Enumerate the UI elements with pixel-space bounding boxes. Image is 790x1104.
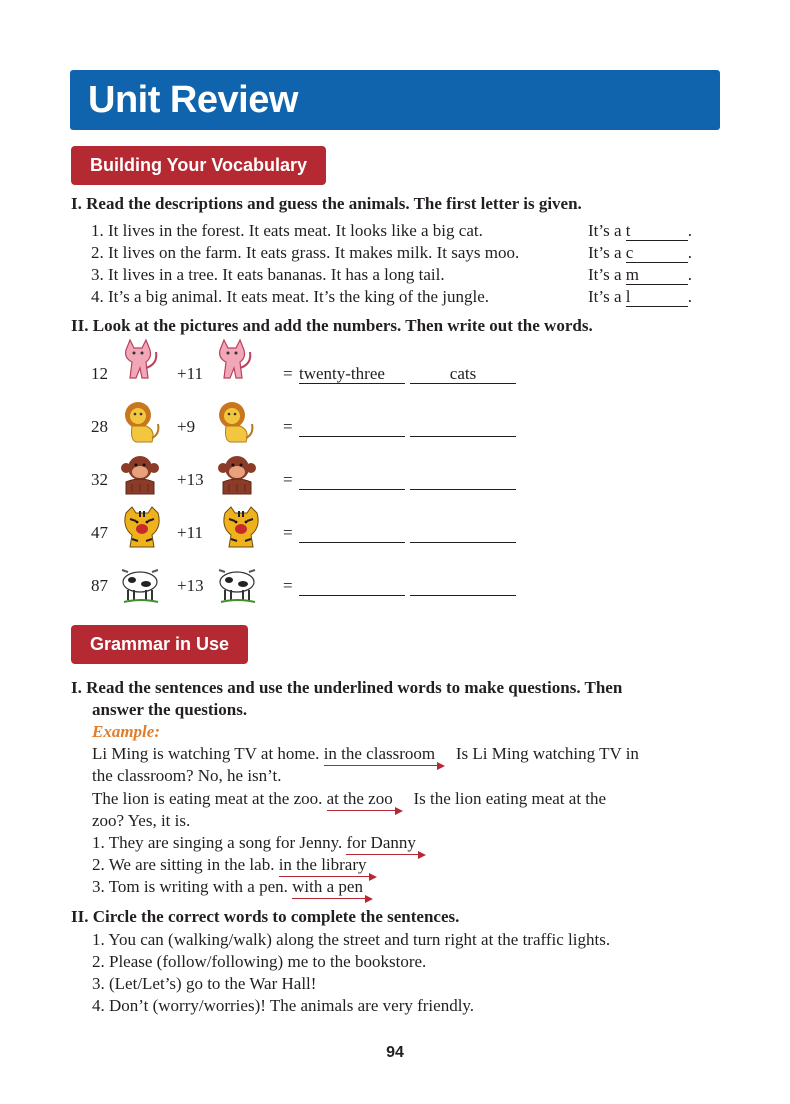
number-word-blank-4[interactable] [299, 522, 405, 543]
lion-icon [212, 400, 256, 444]
underlined-arrow: in the classroom [324, 743, 443, 765]
monkey-icon [118, 452, 162, 496]
number-word-blank-2[interactable] [299, 416, 405, 437]
example-2-line2: zoo? Yes, it is. [92, 811, 191, 830]
cat-icon [212, 338, 256, 382]
animal-word-blank-1[interactable]: cats [410, 363, 516, 384]
example-label: Example: [92, 722, 160, 741]
example-1-line2: the classroom? No, he isn’t. [92, 766, 282, 785]
cow-icon [215, 560, 259, 604]
underlined-arrow: with a pen [292, 876, 371, 898]
number-word-blank-1[interactable]: twenty-three [299, 363, 405, 384]
number-b-1: +11 [177, 364, 203, 383]
section-tab-grammar: Grammar in Use [71, 625, 248, 664]
vocab-desc-1: 1. It lives in the forest. It eats meat. It looks like a big cat. [91, 221, 483, 240]
tiger-icon [120, 505, 164, 549]
vocab-part2-heading: II. Look at the pictures and add the numbers. Then write out the words. [71, 316, 593, 335]
unit-banner [70, 70, 720, 130]
vocab-answer-4[interactable]: It’s a l . [588, 287, 693, 306]
number-b-5: +13 [177, 576, 204, 595]
grammar-part2-heading: II. Circle the correct words to complete the sentences. [71, 907, 460, 926]
question-2: 2. We are sitting in the lab. in the library [92, 854, 375, 876]
vocab-answer-2[interactable]: It’s a c . [588, 243, 693, 262]
number-word-blank-3[interactable] [299, 469, 405, 490]
vocab-answer-3[interactable]: It’s a m . [588, 265, 693, 284]
grammar-part1-heading-line1: I. Read the sentences and use the underlined words to make questions. Then [71, 678, 623, 697]
animal-word-blank-4[interactable] [410, 522, 516, 543]
vocab-desc-2: 2. It lives on the farm. It eats grass. It makes milk. It says moo. [91, 243, 520, 262]
vocab-answer-1[interactable]: It’s a t . [588, 221, 693, 240]
animal-word-blank-2[interactable] [410, 416, 516, 437]
animal-word-blank-3[interactable] [410, 469, 516, 490]
monkey-icon [215, 452, 259, 496]
page-title: Unit Review [88, 79, 298, 121]
example-2-line1: The lion is eating meat at the zoo. at the zoo Is the lion eating meat at the [92, 789, 607, 808]
number-a-1: 12 [91, 364, 108, 383]
cow-icon [118, 560, 162, 604]
question-3: 3. Tom is writing with a pen. with a pen [92, 876, 371, 898]
animal-word-blank-5[interactable] [410, 575, 516, 596]
number-a-3: 32 [91, 470, 108, 489]
equals-sign-5: = [283, 576, 293, 595]
cat-icon [118, 338, 162, 382]
equals-sign-2: = [283, 417, 293, 436]
circle-sentence-1: 1. You can (walking/walk) along the street and turn right at the traffic lights. [92, 930, 611, 949]
page-number: 94 [386, 1044, 404, 1061]
circle-sentence-3: 3. (Let/Let’s) go to the War Hall! [92, 974, 317, 993]
example-1-line1: Li Ming is watching TV at home. in the classroom Is Li Ming watching TV in [92, 744, 639, 763]
underlined-arrow: for Danny [346, 832, 423, 854]
circle-sentence-2: 2. Please (follow/following) me to the bookstore. [92, 952, 427, 971]
vocab-part1-heading: I. Read the descriptions and guess the animals. The first letter is given. [71, 194, 582, 213]
lion-icon [118, 400, 162, 444]
number-word-blank-5[interactable] [299, 575, 405, 596]
number-a-5: 87 [91, 576, 108, 595]
underlined-arrow: at the zoo [327, 788, 401, 810]
number-b-4: +11 [177, 523, 203, 542]
equals-sign-3: = [283, 470, 293, 489]
number-a-2: 28 [91, 417, 108, 436]
number-b-2: +9 [177, 417, 196, 436]
equals-sign-1: = [283, 364, 293, 383]
question-1: 1. They are singing a song for Jenny. for Danny [92, 832, 424, 854]
equals-sign-4: = [283, 523, 293, 542]
grammar-part1-heading-line2: answer the questions. [92, 700, 248, 719]
number-a-4: 47 [91, 523, 108, 542]
vocab-desc-3: 3. It lives in a tree. It eats bananas. It has a long tail. [91, 265, 445, 284]
section-tab-vocabulary: Building Your Vocabulary [71, 146, 326, 185]
circle-sentence-4: 4. Don’t (worry/worries)! The animals are very friendly. [92, 996, 475, 1015]
tiger-icon [219, 505, 263, 549]
vocab-desc-4: 4. It’s a big animal. It eats meat. It’s the king of the jungle. [91, 287, 489, 306]
underlined-arrow: in the library [279, 854, 375, 876]
number-b-3: +13 [177, 470, 204, 489]
